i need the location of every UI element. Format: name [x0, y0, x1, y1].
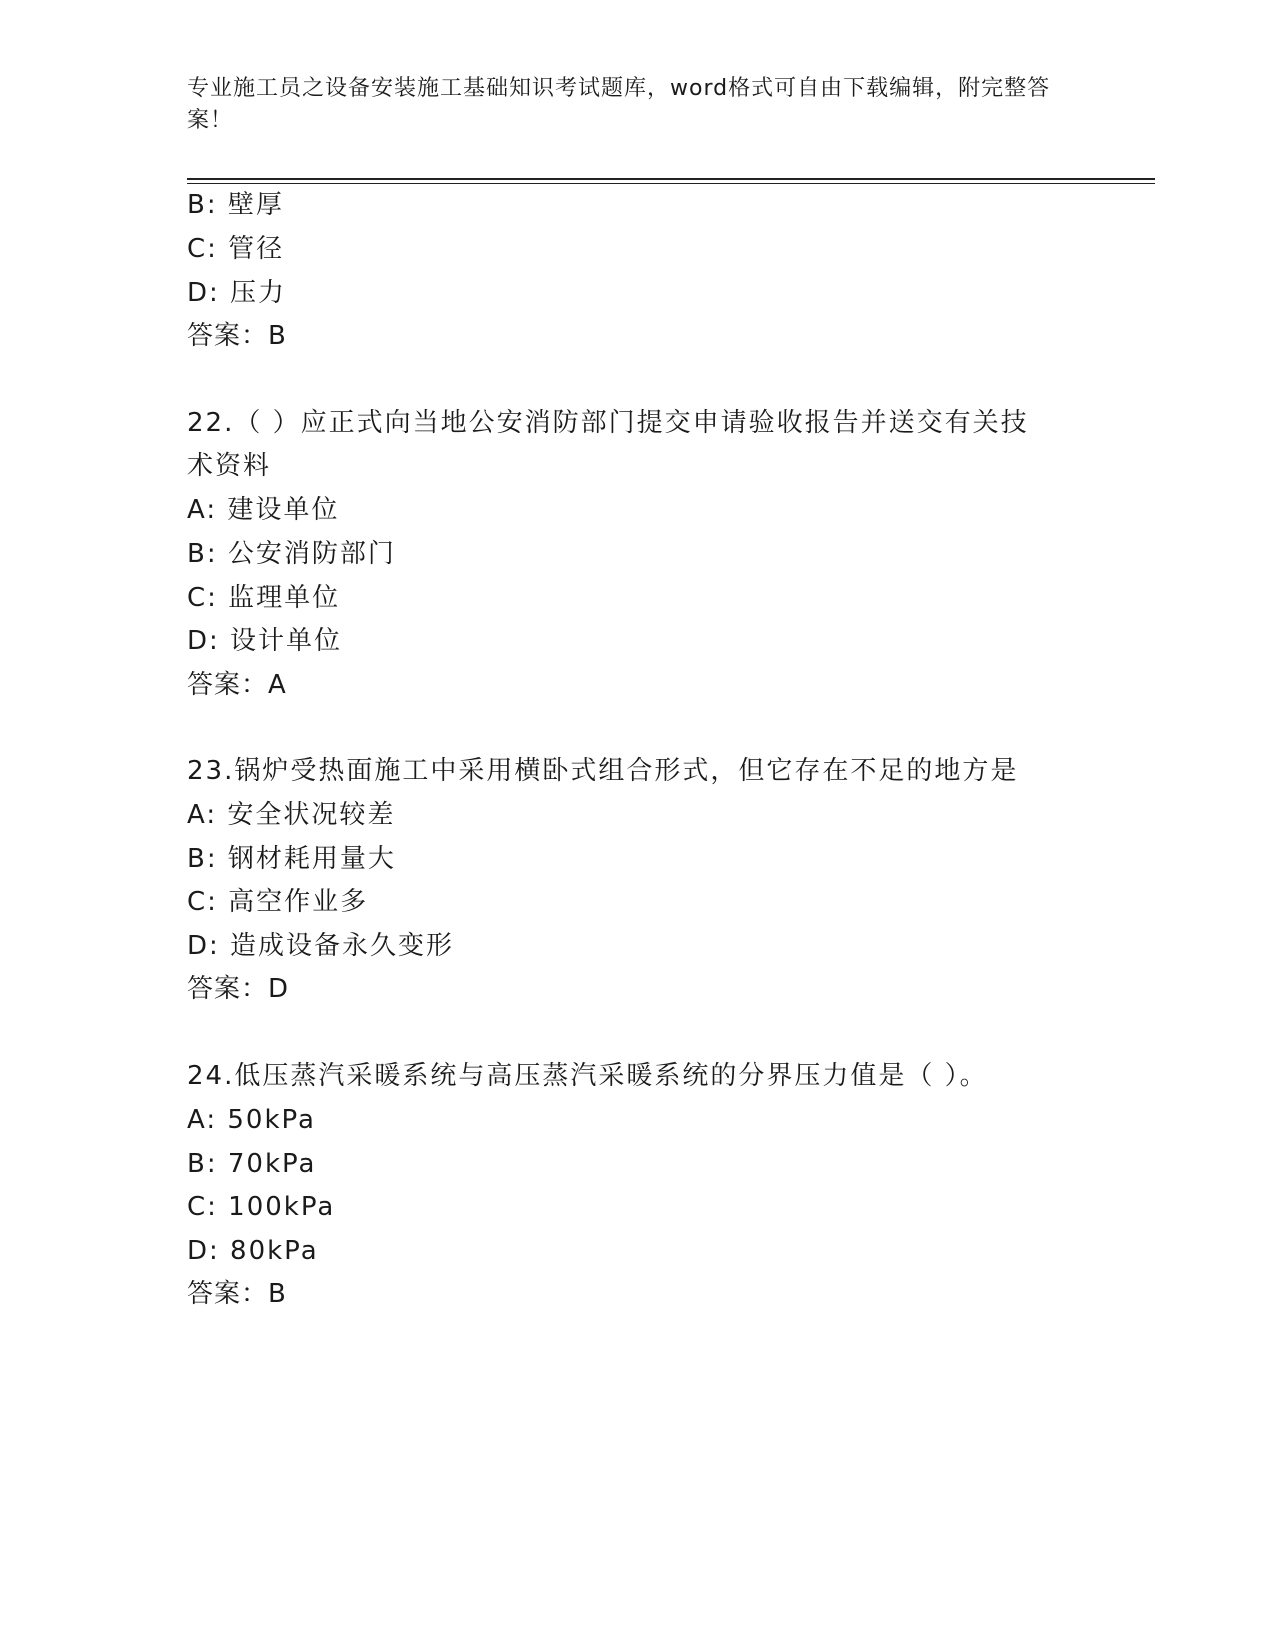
q22-option-d: D: 设计单位: [187, 626, 343, 656]
header-divider: [187, 178, 1155, 180]
q21-option-d: D: 压力: [187, 278, 287, 308]
q23-option-c: C: 高空作业多: [187, 887, 369, 917]
q22-stem-line1: 22.（ ）应正式向当地公安消防部门提交申请验收报告并送交有关技: [187, 408, 1029, 438]
q23-answer: 答案：D: [187, 974, 290, 1004]
q24-option-b: B: 70kPa: [187, 1149, 317, 1179]
q23-option-b: B: 钢材耗用量大: [187, 844, 396, 874]
q22-answer: 答案：A: [187, 670, 287, 700]
q24-stem: 24.低压蒸汽采暖系统与高压蒸汽采暖系统的分界压力值是（ ）。: [187, 1061, 988, 1091]
q22-option-a: A: 建设单位: [187, 495, 340, 525]
q23-stem: 23.锅炉受热面施工中采用横卧式组合形式，但它存在不足的地方是: [187, 756, 1019, 786]
q22-option-c: C: 监理单位: [187, 583, 341, 613]
q21-option-b: B: 壁厚: [187, 190, 284, 220]
q23-option-d: D: 造成设备永久变形: [187, 931, 455, 961]
q21-option-c: C: 管径: [187, 234, 285, 264]
q23-option-a: A: 安全状况较差: [187, 800, 396, 830]
page-header: 专业施工员之设备安装施工基础知识考试题库，word格式可自由下载编辑，附完整答案！: [187, 76, 1051, 133]
q24-option-a: A: 50kPa: [187, 1105, 316, 1135]
q21-answer: 答案：B: [187, 321, 287, 351]
q24-answer: 答案：B: [187, 1279, 287, 1309]
q24-option-c: C: 100kPa: [187, 1192, 336, 1222]
q22-option-b: B: 公安消防部门: [187, 539, 396, 569]
header-divider-thin: [187, 183, 1155, 184]
q22-stem-line2: 术资料: [187, 451, 272, 481]
q24-option-d: D: 80kPa: [187, 1236, 319, 1266]
